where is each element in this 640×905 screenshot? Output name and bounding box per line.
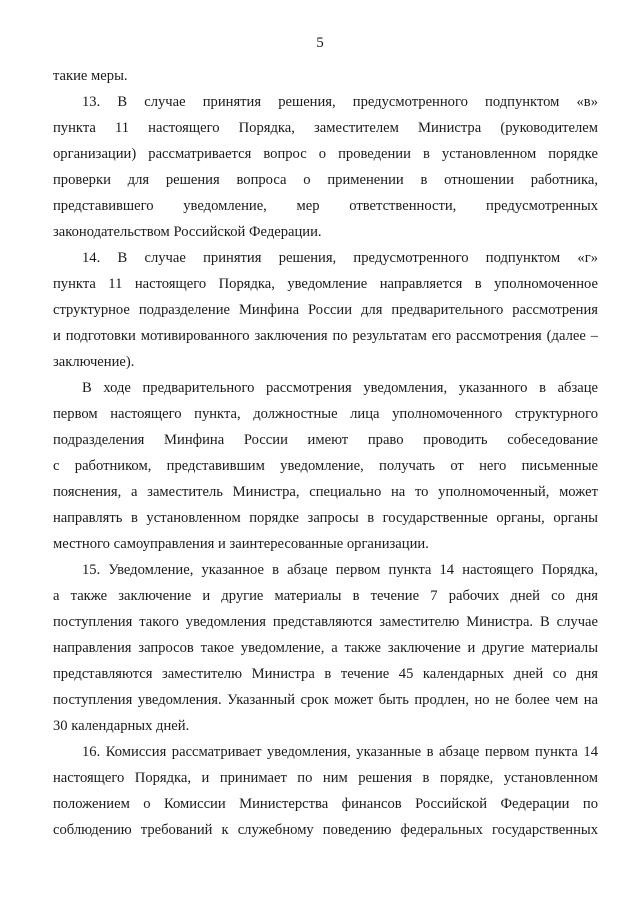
document-body (53, 63, 598, 843)
text-line: и подготовки мотивированного заключения по результатам его рассмотрения (далее – (53, 328, 598, 344)
text-line: направления запросов такое уведомление, а также заключение и другие материалы (53, 640, 598, 656)
text-line: поступления уведомления. Указанный срок может быть продлен, но не более чем на (53, 692, 598, 708)
text-line: структурное подразделение Минфина России для предварительного рассмотрения (53, 302, 598, 318)
text-line: законодательством Российской Федерации. (53, 224, 322, 240)
page-number: 5 (316, 35, 324, 51)
text-line: заключение). (53, 354, 135, 370)
text-line: соблюдению требований к служебному поведению федеральных государственных (53, 822, 598, 838)
text-line: проверки для решения вопроса о применении в отношении работника, (53, 172, 598, 188)
text-line: положением о Комиссии Министерства финансов Российской Федерации по (53, 796, 598, 812)
text-line: 15. Уведомление, указанное в абзаце первом пункта 14 настоящего Порядка, (82, 562, 598, 578)
text-line: подразделения Минфина России имеют право проводить собеседование (53, 432, 598, 448)
text-line: с работником, представившим уведомление, получать от него письменные (53, 458, 598, 474)
text-line: настоящего Порядка, и принимает по ним решения в порядке, установленном (53, 770, 598, 786)
text-line: а также заключение и другие материалы в течение 7 рабочих дней со дня (53, 588, 598, 604)
text-line: В ходе предварительного рассмотрения уведомления, указанного в абзаце (82, 380, 598, 396)
text-line: такие меры. (53, 68, 128, 84)
text-line: организации) рассматривается вопрос о проведении в установленном порядке (53, 146, 598, 162)
text-line: пояснения, а заместитель Министра, специально на то уполномоченный, может (53, 484, 598, 500)
text-line: представляются заместителю Министра в течение 45 календарных дней со дня (53, 666, 598, 682)
text-line: направлять в установленном порядке запросы в государственные органы, органы (53, 510, 598, 526)
text-line: местного самоуправления и заинтересованные организации. (53, 536, 429, 552)
text-line: 16. Комиссия рассматривает уведомления, указанные в абзаце первом пункта 14 (82, 744, 598, 760)
text-line: пункта 11 настоящего Порядка, уведомление направляется в уполномоченное (53, 276, 598, 292)
text-line: 14. В случае принятия решения, предусмотренного подпунктом «г» (82, 250, 598, 266)
text-line: пункта 11 настоящего Порядка, заместителем Министра (руководителем (53, 120, 598, 136)
text-line: поступления такого уведомления представляются заместителю Министра. В случае (53, 614, 598, 630)
text-line: 13. В случае принятия решения, предусмотренного подпунктом «в» (82, 94, 598, 110)
text-line: первом настоящего пункта, должностные лица уполномоченного структурного (53, 406, 598, 422)
text-line: представившего уведомление, мер ответственности, предусмотренных (53, 198, 598, 214)
text-line: 30 календарных дней. (53, 718, 190, 734)
